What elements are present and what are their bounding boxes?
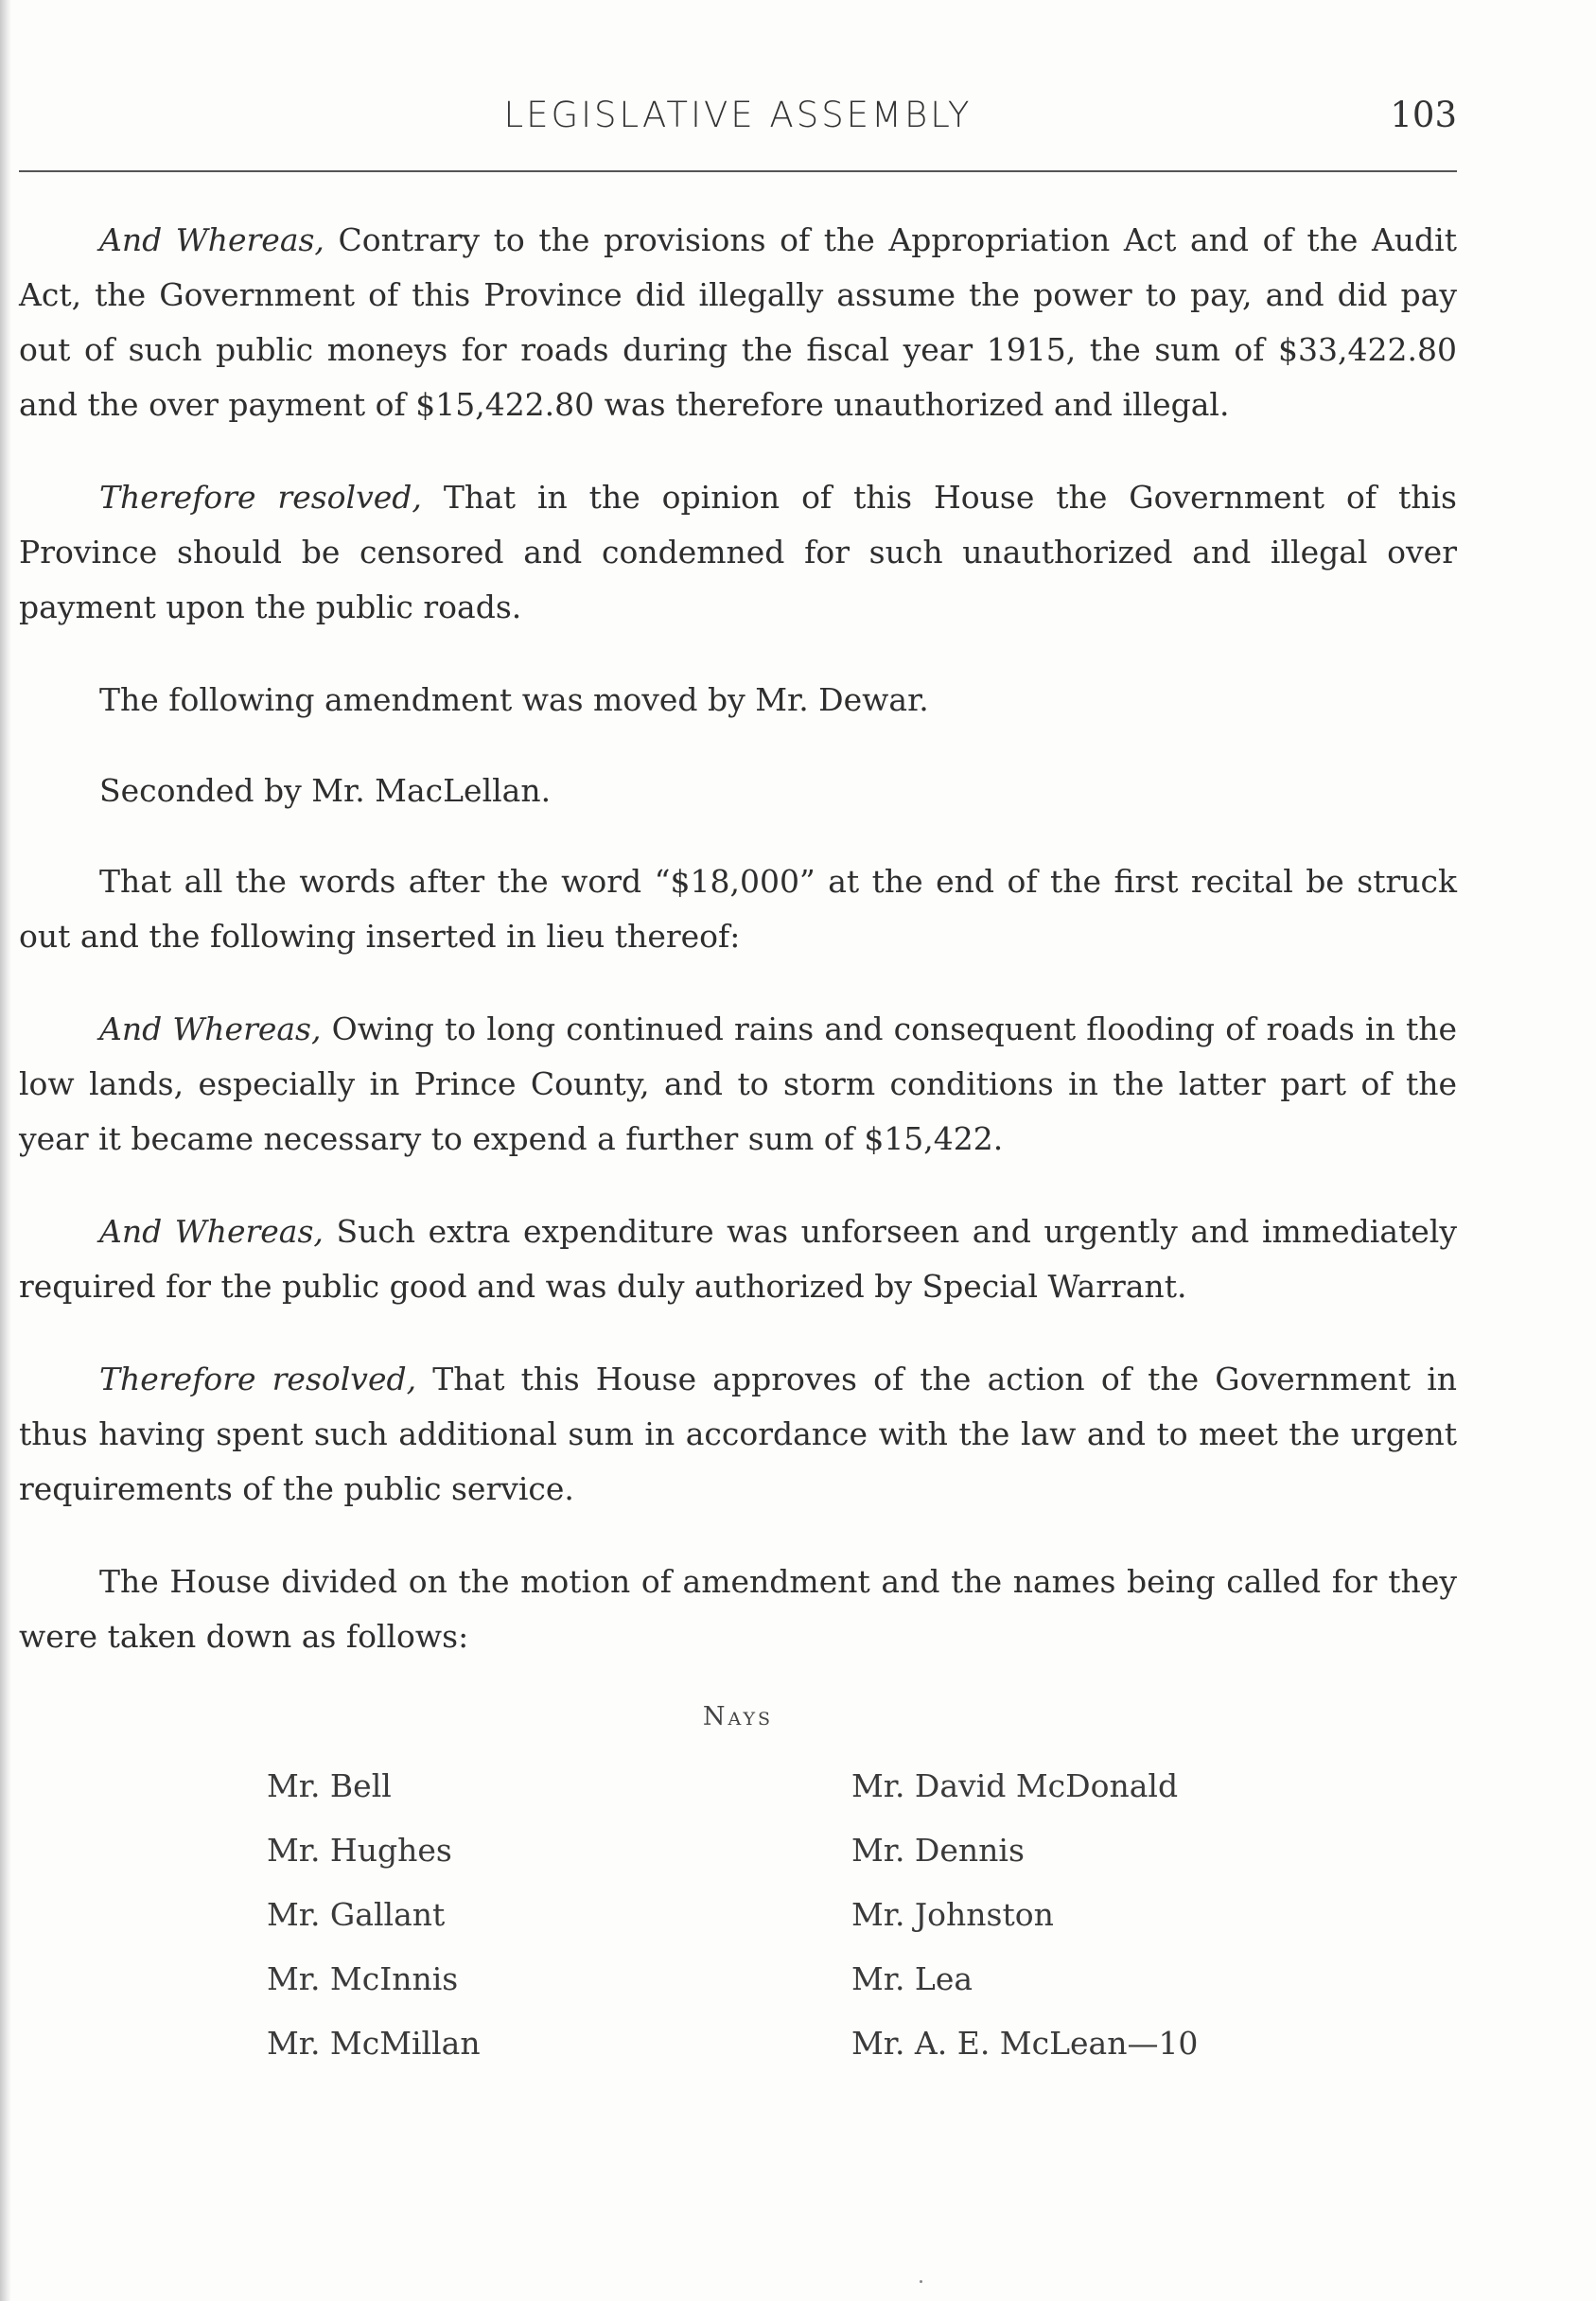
paragraph-lead: Therefore resolved, [99, 479, 422, 516]
nay-name: Mr. Lea [851, 1960, 973, 1997]
nay-name: Mr. Johnston [851, 1896, 1054, 1933]
nay-name: Mr. A. E. McLean—10 [851, 2025, 1199, 2062]
paragraph-house-divided [19, 1554, 1457, 1664]
paragraph-whereas-rains [19, 1002, 1457, 1167]
paragraph-text: The following amendment was moved by Mr. Dewar. [99, 681, 929, 718]
nay-name: Mr. McInnis [267, 1960, 459, 1997]
ink-speck [920, 2280, 922, 2283]
paragraph-resolved-censure [19, 470, 1457, 635]
page-header [19, 95, 1457, 151]
nays-list [19, 1754, 1457, 2095]
paragraph-seconded [19, 764, 1457, 818]
paragraph-whereas-audit [19, 213, 1457, 432]
paragraph-text: That this House approves of the action of the Government in thus having spent such additional sum in accordance with the law and to meet the urgent requirements of the public service. [19, 1361, 1458, 1507]
paragraph-whereas-expenditure [19, 1204, 1457, 1314]
paragraph-text: That all the words after the word “$18,000” at the end of the first recital be struck out and the following inserted in lieu thereof: [19, 863, 1457, 955]
paragraph-lead: And Whereas, [99, 1213, 324, 1250]
paragraph-resolved-approves [19, 1352, 1457, 1517]
page-number: 103 [1390, 95, 1457, 135]
header-rule [19, 170, 1457, 172]
paragraph-text: Owing to long continued rains and consequent flooding of roads in the low lands, especially in Prince County, and to storm conditions in the latter part of the year it became necessary to expend a further sum of $15,422. [19, 1010, 1457, 1157]
paragraph-text: Such extra expenditure was unforseen and urgently and immediately required for the public good and was duly authorized by Special Warrant. [19, 1213, 1457, 1305]
nay-name: Mr. Hughes [267, 1832, 452, 1869]
paragraph-text: The House divided on the motion of amendment and the names being called for they were taken down as follows: [19, 1563, 1457, 1655]
nays-right-column [851, 1754, 1198, 2076]
paragraph-words-struck [19, 854, 1457, 964]
paragraph-lead: And Whereas, [99, 1010, 322, 1047]
page-edge-shadow [0, 0, 11, 2301]
running-title: LEGISLATIVE ASSEMBLY [503, 95, 973, 135]
paragraph-text: Seconded by Mr. MacLellan. [99, 772, 552, 809]
paragraph-text: That in the opinion of this House the Government of this Province should be censored and condemned for such unauthorized and illegal over payment upon the public roads. [19, 479, 1457, 625]
nay-name: Mr. McMillan [267, 2025, 481, 2062]
paragraph-text: Contrary to the provisions of the Appropriation Act and of the Audit Act, the Government of this Province did illegally assume the power to pay, and did pay out of such public moneys for roads during the fiscal year 1915, the sum of $33,422.80 and the over payment of $15,422.80 was therefore unauthorized and illegal. [19, 221, 1457, 423]
paragraph-lead: Therefore resolved, [99, 1361, 417, 1397]
nays-left-column [267, 1754, 481, 2076]
paragraph-amendment-moved [19, 673, 1457, 728]
body-text [19, 213, 1457, 2095]
nay-name: Mr. Bell [267, 1767, 392, 1804]
nays-heading: Nays [702, 1702, 774, 1731]
nay-name: Mr. David McDonald [851, 1767, 1179, 1804]
nay-name: Mr. Gallant [267, 1896, 446, 1933]
paragraph-lead: And Whereas, [99, 221, 324, 258]
nay-name: Mr. Dennis [851, 1832, 1025, 1869]
